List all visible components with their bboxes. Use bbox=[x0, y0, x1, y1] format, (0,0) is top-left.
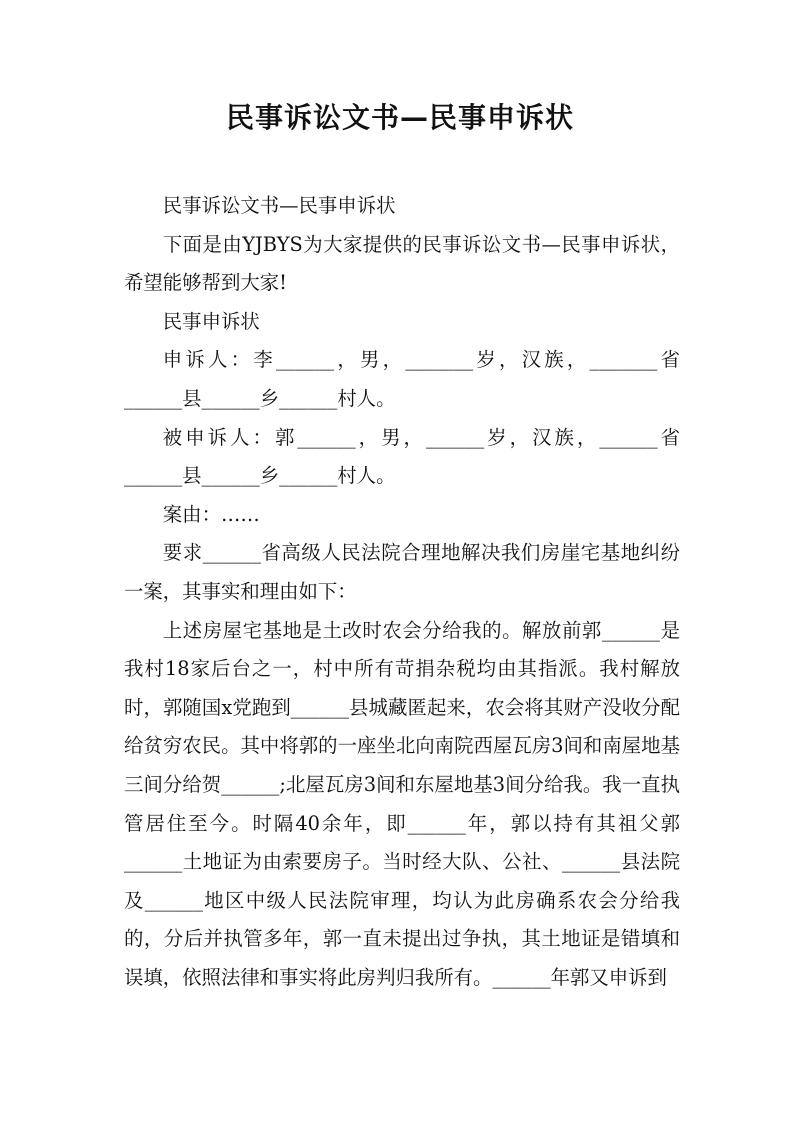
paragraph-appellant: 申诉人：李______，男，_______岁，汉族，_______省______县______乡______村人。 bbox=[124, 348, 680, 410]
paragraph-respondent: 被申诉人：郭______，男，______岁，汉族，______省______县______乡______村人。 bbox=[124, 425, 680, 488]
paragraph-heading: 民事申诉状 bbox=[162, 309, 260, 333]
paragraph-subtitle: 民事诉讼文书—民事申诉状 bbox=[162, 194, 396, 217]
paragraph-request: 要求______省高级人民法院合理地解决我们房崖宅基地纠纷一案，其事实和理由如下： bbox=[124, 541, 680, 603]
paragraph-cause: 案由：…… bbox=[162, 502, 260, 526]
paragraph-intro: 下面是由YJBYS为大家提供的民事诉讼文书—民事申诉状，希望能够帮到大家! bbox=[124, 232, 680, 295]
document-body bbox=[124, 187, 680, 997]
paragraph-facts: 上述房屋宅基地是土改时农会分给我的。解放前郭______是我村18家后台之一，村中所有苛捐杂税均由其指派。我村解放时，郭随国x党跑到______县城藏匿起来，农会将其财产没收分配给贫穷农民。其中将郭的一座坐北向南院西屋瓦房3间和南屋地基三间分给贺______;北屋瓦房3间和东屋地基3间分给我。我一直执管居住至今。时隔40余年，即______年，郭以持有其祖父郭______土地证为由索要房子。当时经大队、公社、______县法院及______地区中级人民法院审理，均认为此房确系农会分给我的，分后并执管多年，郭一直未提出过争执，其土地证是错填和误填，依照法律和事实将此房判归我所有。______年郭又申诉到 bbox=[124, 618, 680, 989]
document-title: 民事诉讼文书—民事申诉状 bbox=[225, 101, 574, 134]
